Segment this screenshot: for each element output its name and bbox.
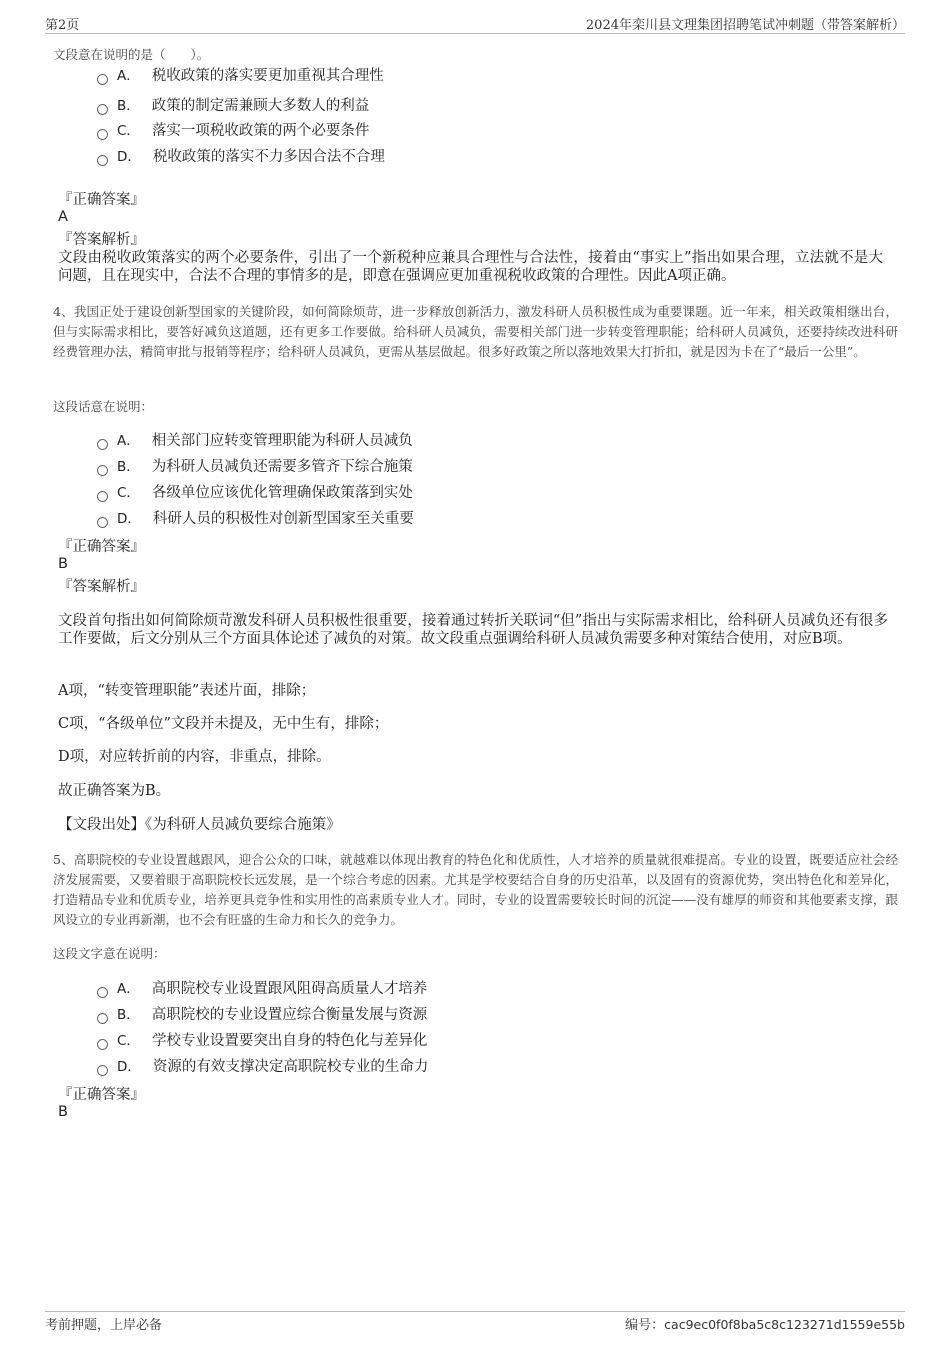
document-code: 编号：cac9ec0f0f8ba5c8c123271d1559e55b [625, 1317, 905, 1333]
footer-divider [45, 1311, 905, 1312]
q4-stem: 这段话意在说明： [53, 399, 154, 414]
q5-option-b[interactable]: B． 高职院校的专业设置应综合衡量发展与资源 [97, 1004, 427, 1026]
q3-option-d[interactable]: D． 税收政策的落实不力多因合法不合理 [97, 146, 385, 168]
q4-note-d: D项，对应转折前的内容，非重点，排除。 [58, 749, 331, 765]
q5-stem: 这段文字意在说明： [53, 946, 166, 961]
q3-option-b[interactable]: B． 政策的制定需兼顾大多数人的利益 [97, 95, 369, 117]
radio-icon[interactable] [97, 104, 108, 115]
radio-icon[interactable] [97, 74, 108, 85]
q4-note-a: A项，“转变管理职能”表述片面，排除； [58, 683, 316, 699]
q5-passage: 5、高职院校的专业设置越跟风，迎合公众的口味，就越难以体现出教育的特色化和优质性，人才培养的质量就很难提高。专业的设置，既要适应社会经济发展需要，又要着眼于高职院校长远发展，是一个综合考虑的因素。尤其是学校要结合自身的历史沿革，以及固有的资源优势，突出特色化和差异化，打造精品专业和优质专业，培养更具竞争性和实用性的高素质专业人才。同时，专业的设置需要较长时间的沉淀——没有雄厚的师资和其他要素支撑，跟风设立的专业再新潮，也不会有旺盛的生命力和长久的竞争力。 [53, 852, 898, 927]
q5-option-c[interactable]: C． 学校专业设置要突出自身的特色化与差异化 [97, 1030, 427, 1052]
q4-source: 【文段出处】《为科研人员减负要综合施策》 [58, 817, 341, 833]
q3-answer-label: 『正确答案』 [58, 192, 145, 208]
q4-passage: 4、我国正处于建设创新型国家的关键阶段，如何简除烦苛，进一步释放创新活力，激发科研人员积极性成为重要课题。近一年来，相关政策相继出台，但与实际需求相比，要答好减负这道题，还有更多工作要做。给科研人员减负，需要相关部门进一步转变管理职能；给科研人员减负，还要持续改进科研经费管理办法，精简审批与报销等程序；给科研人员减负，更需从基层做起。很多好政策之所以落地效果大打折扣，就是因为卡在了“最后一公里”。 [53, 304, 898, 359]
q5-answer: B [58, 1104, 68, 1120]
footer-slogan: 考前押题，上岸必备 [45, 1318, 163, 1333]
q4-note-c: C项，“各级单位”文段并未提及，无中生有，排除； [58, 716, 389, 732]
radio-icon[interactable] [97, 439, 108, 450]
radio-icon[interactable] [97, 517, 108, 528]
q4-option-b[interactable]: B． 为科研人员减负还需要多管齐下综合施策 [97, 456, 413, 478]
radio-icon[interactable] [97, 987, 108, 998]
q3-option-c[interactable]: C． 落实一项税收政策的两个必要条件 [97, 120, 369, 142]
q3-stem: 文段意在说明的是（ ）。 [53, 47, 210, 62]
q4-analysis-label: 『答案解析』 [58, 579, 145, 595]
q3-option-a[interactable]: A． 税收政策的落实要更加重视其合理性 [97, 65, 384, 87]
q5-option-a[interactable]: A． 高职院校专业设置跟风阻碍高质量人才培养 [97, 978, 427, 1000]
radio-icon[interactable] [97, 155, 108, 166]
q5-answer-label: 『正确答案』 [58, 1087, 145, 1103]
q4-option-c[interactable]: C． 各级单位应该优化管理确保政策落到实处 [97, 482, 413, 504]
radio-icon[interactable] [97, 129, 108, 140]
q3-analysis-label: 『答案解析』 [58, 232, 145, 248]
q4-answer: B [58, 556, 68, 572]
radio-icon[interactable] [97, 491, 108, 502]
q4-option-d[interactable]: D． 科研人员的积极性对创新型国家至关重要 [97, 508, 414, 530]
radio-icon[interactable] [97, 1039, 108, 1050]
q4-answer-label: 『正确答案』 [58, 539, 145, 555]
q3-analysis: 文段由税收政策落实的两个必要条件，引出了一个新税种应兼具合理性与合法性，接着由“事实上”指出如果合理，立法就不是大问题，且在现实中，合法不合理的事情多的是，即意在强调应更加重视税收政策的合理性。因此A项正确。 [58, 250, 883, 284]
radio-icon[interactable] [97, 1013, 108, 1024]
q4-conclusion: 故正确答案为B。 [58, 783, 171, 799]
q4-analysis: 文段首句指出如何简除烦苛激发科研人员积极性很重要，接着通过转折关联词“但”指出与实际需求相比，给科研人员减负还有很多工作要做，后文分别从三个方面具体论述了减负的对策。故文段重点强调给科研人员减负需要多种对策结合使用，对应B项。 [58, 613, 888, 647]
header-divider [45, 33, 905, 34]
page-number: 第2页 [45, 18, 80, 33]
q4-option-a[interactable]: A． 相关部门应转变管理职能为科研人员减负 [97, 430, 413, 452]
q5-option-d[interactable]: D． 资源的有效支撑决定高职院校专业的生命力 [97, 1056, 428, 1078]
q3-answer: A [58, 209, 68, 225]
radio-icon[interactable] [97, 465, 108, 476]
radio-icon[interactable] [97, 1065, 108, 1076]
document-title: 2024年栾川县文理集团招聘笔试冲刺题（带答案解析） [585, 18, 905, 33]
